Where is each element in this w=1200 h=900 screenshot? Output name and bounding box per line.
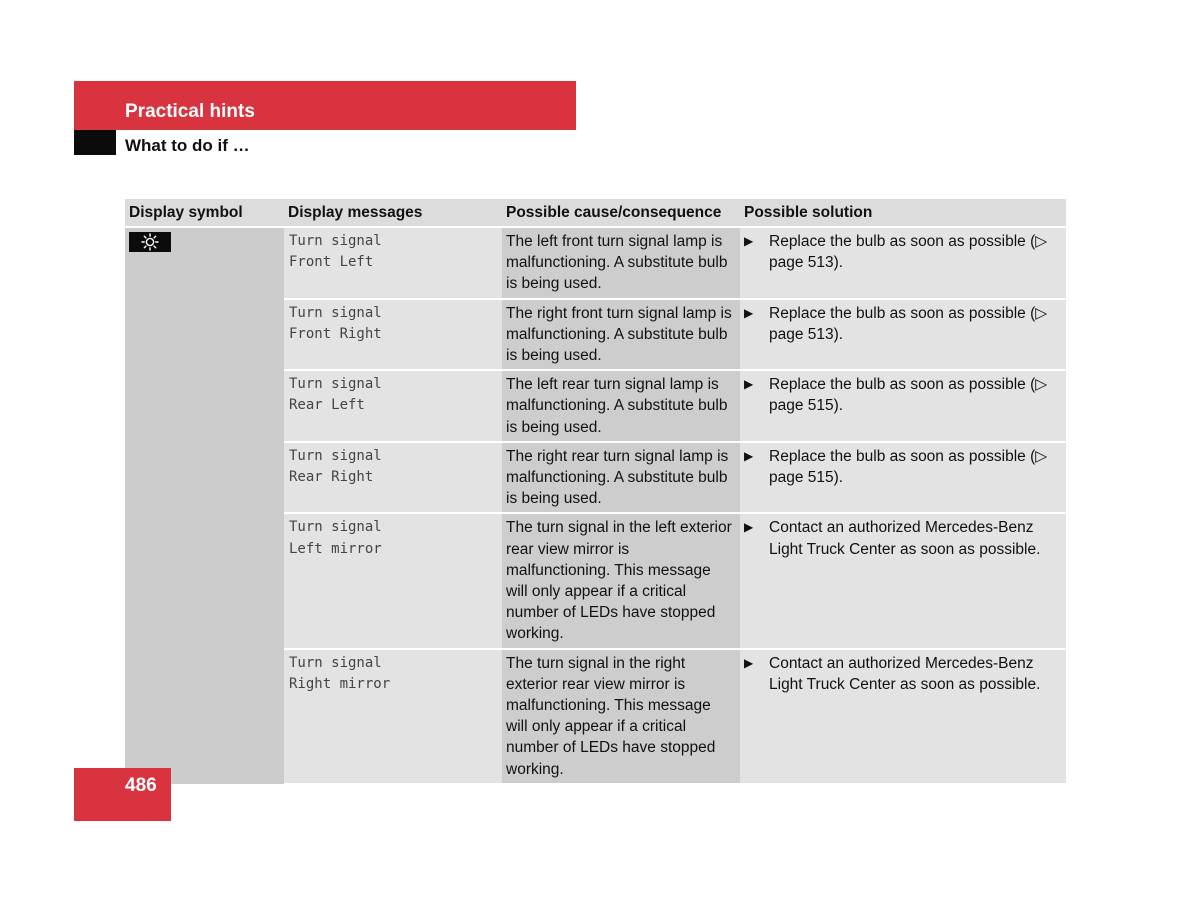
solution-text: Replace the bulb as soon as possible (▷ page 515).	[769, 447, 1048, 487]
display-message-cell	[284, 649, 502, 784]
display-message-cell	[284, 370, 502, 442]
bullet-arrow-icon: ▶	[744, 655, 754, 670]
subsection-marker	[74, 130, 116, 155]
display-message-line: Turn signal	[289, 304, 382, 321]
display-message-line: Left mirror	[289, 540, 382, 557]
page-number-box	[74, 768, 171, 821]
display-message-cell	[284, 299, 502, 371]
bullet-arrow-icon: ▶	[744, 448, 754, 463]
section-title: Practical hints	[125, 101, 255, 122]
display-message-line: Rear Right	[289, 469, 374, 486]
solution-text: Contact an authorized Mercedes-Benz Light Truck Center as soon as possible.	[769, 654, 1041, 693]
column-header-possible-cause: Possible cause/consequence	[502, 199, 740, 227]
bullet-arrow-icon: ▶	[744, 305, 754, 320]
solution-cell	[740, 442, 1066, 514]
cause-cell: The right front turn signal lamp is malfunctioning. A substitute bulb is being used.	[502, 299, 740, 371]
display-message-line: Turn signal	[289, 519, 382, 536]
display-message-cell	[284, 442, 502, 514]
display-message-cell	[284, 227, 502, 299]
table-header-row	[125, 199, 1066, 227]
cause-cell: The right rear turn signal lamp is malfunctioning. A substitute bulb is being used.	[502, 442, 740, 514]
display-message-line: Front Right	[289, 325, 382, 342]
display-message-line: Turn signal	[289, 233, 382, 249]
bullet-arrow-icon: ▶	[744, 377, 754, 392]
display-message-line: Right mirror	[289, 675, 391, 692]
cause-cell: The turn signal in the right exterior rear view mirror is malfunctioning. This message will only appear if a critical number of LEDs have stopped working.	[502, 649, 740, 784]
bullet-arrow-icon: ▶	[744, 234, 754, 248]
column-header-display-symbol: Display symbol	[125, 199, 284, 227]
bullet-arrow-icon: ▶	[744, 520, 754, 535]
solution-cell	[740, 649, 1066, 784]
cause-cell: The left rear turn signal lamp is malfunctioning. A substitute bulb is being used.	[502, 370, 740, 442]
solution-cell	[740, 227, 1066, 299]
section-header-bar	[74, 81, 576, 130]
display-message-line: Rear Left	[289, 397, 365, 414]
cause-cell: The left front turn signal lamp is malfunctioning. A substitute bulb is being used.	[502, 227, 740, 299]
display-symbol-cell	[125, 227, 284, 784]
solution-text: Replace the bulb as soon as possible (▷ page 513).	[769, 233, 1048, 272]
table-row	[125, 227, 1066, 299]
display-message-line: Turn signal	[289, 376, 382, 393]
display-message-line: Front Left	[289, 254, 374, 271]
solution-cell	[740, 299, 1066, 371]
solution-cell	[740, 370, 1066, 442]
display-message-line: Turn signal	[289, 654, 382, 671]
solution-text: Replace the bulb as soon as possible (▷ page 513).	[769, 304, 1048, 343]
exterior-lamp-icon	[129, 232, 171, 252]
column-header-display-messages: Display messages	[284, 199, 502, 227]
messages-table	[125, 199, 1066, 785]
display-message-line: Turn signal	[289, 447, 382, 464]
cause-cell: The turn signal in the left exterior rear view mirror is malfunctioning. This message will only appear if a critical number of LEDs have stopped working.	[502, 513, 740, 648]
column-header-possible-solution: Possible solution	[740, 199, 1066, 227]
page-number: 486	[125, 775, 157, 796]
solution-text: Replace the bulb as soon as possible (▷ page 515).	[769, 376, 1048, 415]
solution-text: Contact an authorized Mercedes-Benz Light Truck Center as soon as possible.	[769, 519, 1041, 558]
solution-cell	[740, 513, 1066, 648]
subsection-title: What to do if …	[125, 136, 250, 155]
messages-table-container	[125, 199, 1066, 785]
display-message-cell	[284, 513, 502, 648]
